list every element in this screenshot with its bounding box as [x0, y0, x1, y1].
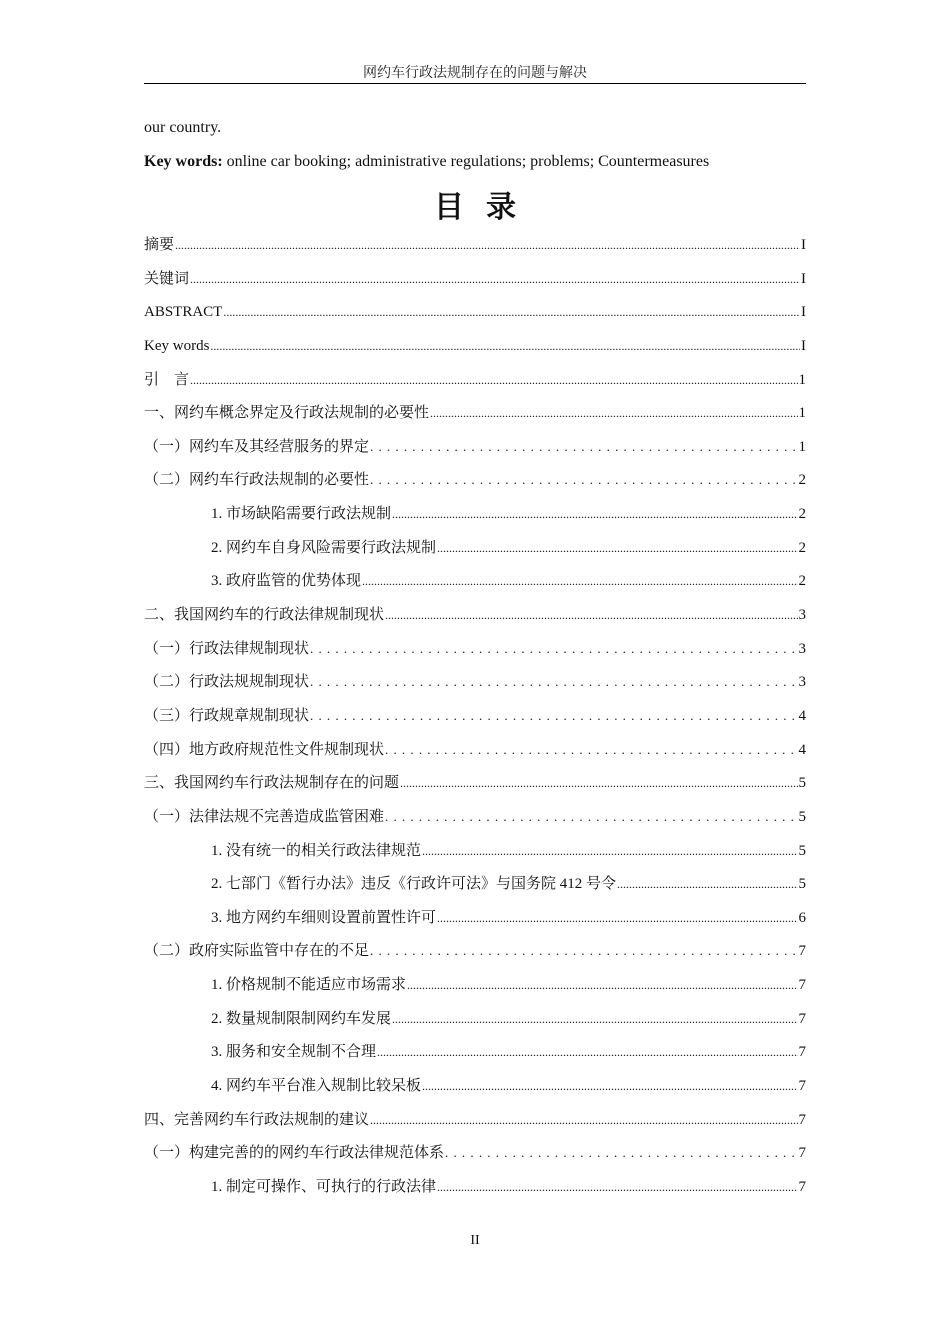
toc-entry-text: Key words	[144, 337, 210, 354]
toc-entry-page: 7	[798, 977, 806, 994]
toc-entry-text: 1. 市场缺陷需要行政法规制	[211, 506, 392, 523]
toc-entry-section-1-1[interactable]	[144, 436, 806, 470]
toc-entry-chapter-3[interactable]	[144, 772, 806, 806]
toc-leader	[445, 1142, 797, 1164]
toc-entry-page: 2	[798, 472, 806, 489]
toc-leader	[377, 1041, 797, 1063]
toc-leader	[370, 1109, 797, 1131]
toc-entry-text: 一、网约车概念界定及行政法规制的必要性	[144, 405, 430, 422]
toc-entry-page: 1	[798, 371, 806, 388]
toc-entry-page: I	[801, 337, 806, 354]
toc-entry-chapter-4[interactable]	[144, 1109, 806, 1143]
toc-entry-keywords-cn[interactable]	[144, 268, 806, 302]
keywords-text: online car booking; administrative regulations; problems; Countermeasures	[222, 153, 710, 170]
toc-entry-keywords-en[interactable]	[144, 335, 806, 369]
toc-entry-section-3-1[interactable]	[144, 806, 806, 840]
toc-entry-chapter-1[interactable]	[144, 402, 806, 436]
toc-entry-text: （三）行政规章规制现状	[144, 707, 310, 724]
toc-entry-text: （二）政府实际监管中存在的不足	[144, 943, 370, 960]
toc-leader	[190, 369, 797, 391]
keywords-label: Key words:	[144, 153, 223, 170]
toc-entry-page: 4	[798, 741, 806, 758]
toc-entry-text: （一）构建完善的的网约车行政法律规范体系	[144, 1145, 445, 1162]
toc-entry-text: 1. 制定可操作、可执行的行政法律	[211, 1178, 437, 1195]
toc-entry-page: 7	[798, 1044, 806, 1061]
toc-leader	[175, 234, 800, 256]
toc-entry-page: 7	[798, 1010, 806, 1027]
toc-entry-abstract-en[interactable]	[144, 301, 806, 335]
toc-entry-text: （一）网约车及其经营服务的界定	[144, 438, 370, 455]
toc-leader	[392, 503, 797, 525]
toc-entry-text: （二）行政法规规制现状	[144, 674, 310, 691]
toc-entry-section-2-2[interactable]	[144, 671, 806, 705]
toc-entry-text: （一）行政法律规制现状	[144, 640, 310, 657]
toc-entry-page: 7	[798, 1145, 806, 1162]
toc-entry-page: I	[801, 304, 806, 321]
toc-entry-item-1-2-3[interactable]	[144, 570, 806, 604]
toc-leader	[310, 671, 797, 693]
toc-leader	[362, 570, 797, 592]
toc-leader	[392, 1008, 797, 1030]
toc-entry-item-3-1-3[interactable]	[144, 907, 806, 941]
toc-leader	[310, 705, 797, 727]
toc-entry-page: 3	[798, 640, 806, 657]
toc-entry-item-4-1-1[interactable]	[144, 1176, 806, 1210]
toc-entry-introduction[interactable]	[144, 369, 806, 403]
toc-entry-text: ABSTRACT	[144, 304, 223, 321]
toc-entry-page: 1	[798, 405, 806, 422]
toc-entry-page: 6	[798, 909, 806, 926]
toc-entry-text: 三、我国网约车行政法规制存在的问题	[144, 775, 400, 792]
toc-leader	[370, 469, 797, 491]
toc-list	[144, 234, 806, 1210]
toc-entry-item-3-2-1[interactable]	[144, 974, 806, 1008]
toc-leader	[617, 873, 797, 895]
toc-entry-item-3-2-2[interactable]	[144, 1008, 806, 1042]
toc-entry-text: 摘要	[144, 237, 175, 253]
header-rule	[144, 83, 806, 84]
toc-entry-page: I	[801, 270, 806, 287]
toc-entry-abstract-cn[interactable]	[144, 234, 806, 268]
toc-leader	[437, 1176, 797, 1198]
toc-entry-text: （四）地方政府规范性文件规制现状	[144, 741, 385, 758]
toc-entry-page: 5	[798, 842, 806, 859]
toc-leader	[400, 772, 797, 794]
toc-entry-section-3-2[interactable]	[144, 940, 806, 974]
toc-leader	[437, 537, 797, 559]
toc-leader	[385, 806, 797, 828]
toc-leader	[385, 739, 797, 761]
toc-entry-item-3-1-2[interactable]	[144, 873, 806, 907]
toc-entry-chapter-2[interactable]	[144, 604, 806, 638]
toc-entry-item-1-2-1[interactable]	[144, 503, 806, 537]
page-number: II	[470, 1233, 480, 1248]
toc-entry-item-3-2-3[interactable]	[144, 1041, 806, 1075]
toc-entry-item-3-2-4[interactable]	[144, 1075, 806, 1109]
toc-entry-text: 3. 地方网约车细则设置前置性许可	[211, 909, 437, 926]
toc-entry-text: 1. 没有统一的相关行政法律规范	[211, 842, 422, 859]
toc-entry-text: 引 言	[144, 371, 190, 388]
toc-entry-item-3-1-1[interactable]	[144, 840, 806, 874]
toc-entry-text: （二）网约车行政法规制的必要性	[144, 472, 370, 489]
toc-entry-text: 2. 七部门《暂行办法》违反《行政许可法》与国务院 412 号令	[211, 876, 617, 893]
toc-entry-page: 5	[798, 775, 806, 792]
toc-entry-text: 二、我国网约车的行政法律规制现状	[144, 607, 385, 624]
toc-entry-item-1-2-2[interactable]	[144, 537, 806, 571]
toc-entry-text: 1. 价格规制不能适应市场需求	[211, 977, 407, 994]
toc-entry-text: （一）法律法规不完善造成监管困难	[144, 808, 385, 825]
toc-leader	[422, 1075, 797, 1097]
toc-entry-page: 7	[798, 1178, 806, 1195]
toc-leader	[385, 604, 797, 626]
toc-entry-text: 3. 服务和安全规制不合理	[211, 1044, 377, 1061]
toc-entry-page: 5	[798, 876, 806, 893]
toc-entry-page: 3	[798, 607, 806, 624]
toc-entry-page: 1	[798, 438, 806, 455]
toc-leader	[422, 840, 797, 862]
toc-entry-section-2-3[interactable]	[144, 705, 806, 739]
toc-leader	[190, 268, 800, 290]
toc-entry-text: 2. 网约车自身风险需要行政法规制	[211, 539, 437, 556]
keywords-line	[144, 152, 709, 172]
toc-entry-page: 7	[798, 943, 806, 960]
toc-entry-page: 7	[798, 1111, 806, 1128]
toc-leader	[370, 940, 797, 962]
toc-entry-page: 4	[798, 707, 806, 724]
toc-entry-section-2-4[interactable]	[144, 739, 806, 773]
running-header: 网约车行政法规制存在的问题与解决	[363, 66, 587, 81]
toc-leader	[430, 402, 797, 424]
toc-leader	[310, 638, 797, 660]
toc-entry-page: 3	[798, 674, 806, 691]
toc-entry-page: 2	[798, 506, 806, 523]
toc-entry-text: 关键词	[144, 270, 190, 287]
toc-entry-text: 4. 网约车平台准入规制比较呆板	[211, 1078, 422, 1095]
toc-entry-section-4-1[interactable]	[144, 1142, 806, 1176]
toc-entry-page: 2	[798, 539, 806, 556]
toc-leader	[370, 436, 797, 458]
toc-entry-section-2-1[interactable]	[144, 638, 806, 672]
toc-entry-page: 5	[798, 808, 806, 825]
toc-entry-text: 四、完善网约车行政法规制的建议	[144, 1111, 370, 1128]
toc-leader	[437, 907, 797, 929]
toc-entry-text: 2. 数量规制限制网约车发展	[211, 1010, 392, 1027]
toc-leader	[407, 974, 797, 996]
abstract-tail-text: our country.	[144, 119, 222, 136]
toc-entry-page: I	[801, 237, 806, 253]
toc-leader	[210, 335, 800, 357]
toc-leader	[223, 301, 800, 323]
toc-entry-page: 2	[798, 573, 806, 590]
toc-entry-section-1-2[interactable]	[144, 469, 806, 503]
toc-entry-page: 7	[798, 1078, 806, 1095]
toc-entry-text: 3. 政府监管的优势体现	[211, 573, 362, 590]
toc-title: 目录	[434, 191, 538, 224]
